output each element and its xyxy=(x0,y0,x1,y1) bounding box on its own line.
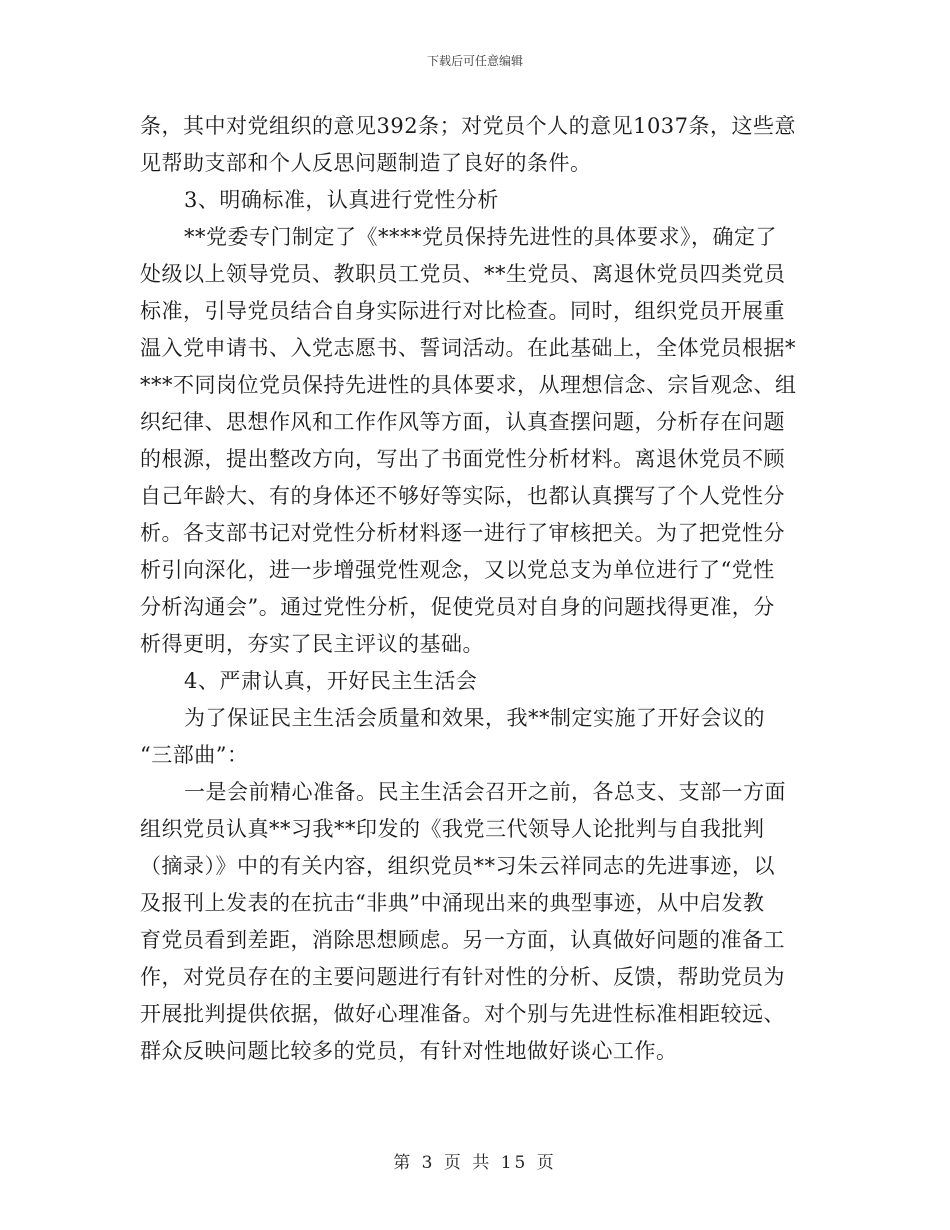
text-line: “三部曲”： xyxy=(140,743,249,767)
text-line: 育党员看到差距，消除思想顾虑。另一方面，认真做好问题的准备工 xyxy=(140,928,785,952)
text-line: 4、严肃认真，开好民主生活会 xyxy=(184,669,478,693)
text-line: 组织党员认真**习我**印发的《我党三代领导人论批判与自我批判 xyxy=(140,817,765,841)
text-line: 见帮助支部和个人反思问题制造了良好的条件。 xyxy=(140,151,592,175)
text-line: 析得更明，夯实了民主评议的基础。 xyxy=(140,632,484,656)
text-line: 温入党申请书、入党志愿书、誓词活动。在此基础上，全体党员根据* xyxy=(140,336,796,360)
text-line: 析引向深化，进一步增强党性观念，又以党总支为单位进行了“党性 xyxy=(140,558,775,582)
text-line: 3、明确标准，认真进行党性分析 xyxy=(184,188,499,212)
page-footer: 第 3 页 共 15 页 xyxy=(393,1153,557,1173)
text-line: 的根源，提出整改方向，写出了书面党性分析材料。离退休党员不顾 xyxy=(140,447,785,471)
text-line: 一是会前精心准备。民主生活会召开之前，各总支、支部一方面 xyxy=(184,780,786,804)
text-line: 条，其中对党组织的意见392条；对党员个人的意见1037条，这些意 xyxy=(140,114,797,138)
text-line: 析。各支部书记对党性分析材料逐一进行了审核把关。为了把党性分 xyxy=(140,521,785,545)
text-line: 分析沟通会”。通过党性分析，促使党员对自身的问题找得更准，分 xyxy=(140,595,775,619)
text-line: 织纪律、思想作风和工作作风等方面，认真查摆问题，分析存在问题 xyxy=(140,410,785,434)
text-line: 开展批判提供依据，做好心理准备。对个别与先进性标准相距较远、 xyxy=(140,1002,785,1026)
text-line: 标准，引导党员结合自身实际进行对比检查。同时，组织党员开展重 xyxy=(140,299,785,323)
document-body xyxy=(140,108,810,1070)
text-line: 及报刊上发表的在抗击“非典”中涌现出来的典型事迹，从中启发教 xyxy=(140,891,765,915)
text-line: **党委专门制定了《****党员保持先进性的具体要求》，确定了 xyxy=(184,225,777,249)
text-line: 自己年龄大、有的身体还不够好等实际，也都认真撰写了个人党性分 xyxy=(140,484,785,508)
text-line: 处级以上领导党员、教职员工党员、**生党员、离退休党员四类党员 xyxy=(140,262,786,286)
text-line: 为了保证民主生活会质量和效果，我**制定实施了开好会议的 xyxy=(184,706,765,730)
text-line: 群众反映问题比较多的党员，有针对性地做好谈心工作。 xyxy=(140,1039,678,1063)
page-header: 下载后可任意编辑 xyxy=(426,54,523,68)
text-line: （摘录）》中的有关内容，组织党员**习朱云祥同志的先进事迹，以 xyxy=(140,854,775,878)
text-line: 作，对党员存在的主要问题进行有针对性的分析、反馈，帮助党员为 xyxy=(140,965,785,989)
text-line: ***不同岗位党员保持先进性的具体要求，从理想信念、宗旨观念、组 xyxy=(140,373,797,397)
